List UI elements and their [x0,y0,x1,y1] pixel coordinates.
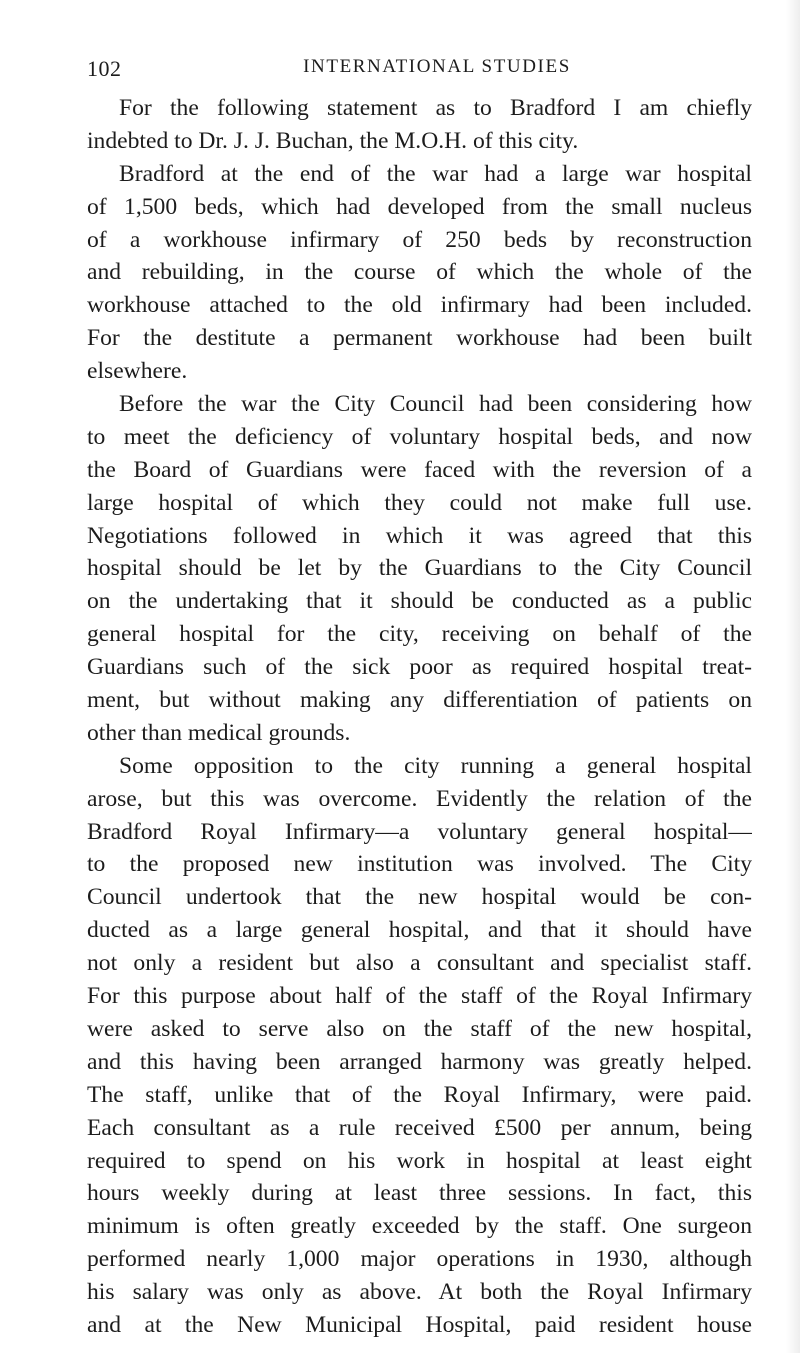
text-line: and at the New Municipal Hospital, paid resident house [87,1311,752,1338]
text-line: were asked to serve also on the staff of the new hospital, [87,1015,752,1042]
text-line: of a workhouse infirmary of 250 beds by reconstruction [87,226,752,253]
text-line: hospital should be let by the Guardians to the City Council [87,555,752,582]
text-line: other than medical grounds. [87,719,351,746]
text-line: on the undertaking that it should be conducted as a public [87,588,752,615]
text-line: elsewhere. [87,358,188,385]
text-line: Guardians such of the sick poor as required hospital treat- [87,654,752,681]
text-line: minimum is often greatly exceeded by the staff. One surgeon [87,1213,752,1240]
text-line: Bradford at the end of the war had a large war hospital [119,160,752,187]
text-line: Each consultant as a rule received £500 per annum, being [87,1114,752,1141]
text-line: The staff, unlike that of the Royal Infirmary, were paid. [87,1081,752,1108]
text-line: hours weekly during at least three sessions. In fact, this [87,1180,752,1207]
text-line: not only a resident but also a consultant and specialist staff. [87,950,752,977]
text-line: indebted to Dr. J. J. Buchan, the M.O.H. of this city. [87,127,579,154]
text-line: For the following statement as to Bradford I am chiefly [119,95,752,121]
body-text [87,92,752,1342]
running-head-title: INTERNATIONAL STUDIES [303,56,571,77]
text-line: arose, but this was overcome. Evidently the relation of the [87,785,752,812]
text-line: performed nearly 1,000 major operations in 1930, although [87,1246,752,1273]
text-line: and rebuilding, in the course of which the whole of the [87,259,752,286]
page-number: 102 [87,56,122,81]
text-line: his salary was only as above. At both the Royal Infirmary [87,1279,752,1306]
text-line: of 1,500 beds, which had developed from the small nucleus [87,193,752,220]
running-head [87,56,747,86]
text-line: Before the war the City Council had been considering how [119,391,752,418]
text-line: general hospital for the city, receiving on behalf of the [87,621,752,648]
text-line: large hospital of which they could not make full use. [87,489,752,516]
text-line: Negotiations followed in which it was agreed that this [87,522,752,549]
text-line: to the proposed new institution was involved. The City [87,851,752,878]
text-line: ducted as a large general hospital, and that it should have [87,917,752,944]
text-line: the Board of Guardians were faced with the reversion of a [87,456,752,483]
text-line: Council undertook that the new hospital would be con- [87,884,752,911]
text-line: required to spend on his work in hospital at least eight [87,1147,752,1174]
text-line: For this purpose about half of the staff of the Royal Infirmary [87,983,752,1010]
text-line: Bradford Royal Infirmary—a voluntary general hospital— [87,818,752,845]
page-edge-shadow [786,0,800,1353]
text-line: Some opposition to the city running a general hospital [119,752,752,779]
text-line: workhouse attached to the old infirmary had been included. [87,292,752,319]
text-line: ment, but without making any differentiation of patients on [87,687,752,714]
text-line: and this having been arranged harmony was greatly helped. [87,1048,752,1075]
text-line: to meet the deficiency of voluntary hospital beds, and now [87,423,752,450]
text-line: For the destitute a permanent workhouse had been built [87,325,752,352]
